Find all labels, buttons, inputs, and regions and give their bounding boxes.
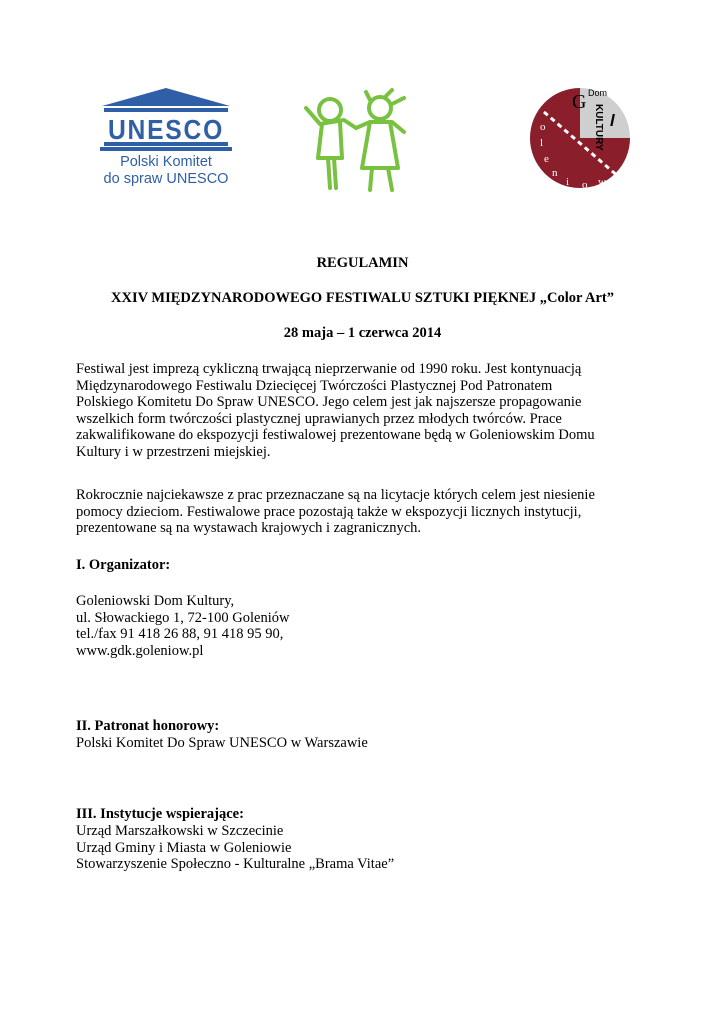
- second-paragraph: [76, 487, 656, 537]
- gdk-arc-letter: l: [540, 137, 544, 149]
- gdk-arc-letter: n: [552, 167, 558, 179]
- unesco-caption-line: Polski Komitet: [120, 154, 212, 170]
- festival-name: XXIV MIĘDZYNARODOWEGO FESTIWALU SZTUKI PIĘKNEJ „Color Art”: [111, 290, 614, 306]
- paragraph-line: Festiwal jest imprezą cykliczną trwającą nieprzerwanie od 1990 roku. Jest kontynuacją: [76, 361, 582, 377]
- gdk-circle-icon: [526, 82, 634, 194]
- section-support-body: [76, 823, 656, 873]
- festival-dates: 28 maja – 1 czerwca 2014: [283, 325, 442, 341]
- gdk-arc-letter: w: [598, 176, 606, 188]
- paragraph-line: zakwalifikowane do ekspozycji festiwalowej prezentowane będą w Goleniowskim Domu: [76, 427, 595, 443]
- section-organizer-heading: I. Organizator:: [76, 557, 171, 573]
- section-patronage-body: [76, 735, 656, 752]
- supporter-item: Urząd Gminy i Miasta w Goleniowie: [76, 839, 292, 856]
- paragraph-line: Rokrocznie najciekawsze z prac przeznaczane są na licytacje których celem jest niesienie: [76, 487, 595, 503]
- logo-row: [0, 82, 725, 202]
- paragraph-line: Polskiego Komitetu Do Spraw UNESCO. Jego celem jest jak najszersze propagowanie: [76, 394, 582, 410]
- paragraph-line: prezentowane są na wystawach krajowych i zagranicznych.: [76, 520, 422, 536]
- organizer-name: Goleniowski Dom Kultury,: [76, 593, 235, 609]
- paragraph-line: pomocy dzieciom. Festiwalowe prace pozostają także w ekspozycji licznych instytucji,: [76, 503, 582, 520]
- document-title: REGULAMIN: [316, 255, 409, 271]
- gdk-arc-letter: e: [544, 153, 549, 165]
- kids-figures-icon: [300, 88, 412, 196]
- unesco-caption-line: do spraw UNESCO: [103, 171, 229, 187]
- section-organizer-body: [76, 593, 656, 659]
- gdk-word-dom: Dom: [588, 88, 608, 98]
- supporter-item: Stowarzyszenie Społeczno - Kulturalne „Brama Vitae”: [76, 856, 395, 872]
- unesco-logo: [96, 86, 236, 194]
- section-support-heading: III. Instytucje wspierające:: [76, 806, 244, 822]
- gdk-logo: [526, 82, 634, 194]
- intro-paragraph: [76, 361, 656, 460]
- section-patronage-heading: II. Patronat honorowy:: [76, 718, 220, 734]
- organizer-address: ul. Słowackiego 1, 72-100 Goleniów: [76, 609, 290, 626]
- gdk-word-kultury: KULTURY: [593, 104, 604, 151]
- unesco-temple-icon: [96, 86, 236, 152]
- unesco-caption: [96, 154, 236, 188]
- patron-name: Polski Komitet Do Spraw UNESCO w Warszawie: [76, 735, 368, 751]
- paragraph-line: Kultury i w przestrzeni miejskiej.: [76, 443, 271, 460]
- gdk-letter-g: G: [572, 91, 587, 113]
- gdk-arc-letter: o: [582, 179, 588, 191]
- unesco-wordmark: UNESCO: [108, 114, 224, 145]
- paragraph-line: Międzynarodowego Festiwalu Dziecięcej Twórczości Plastycznej Pod Patronatem: [76, 377, 553, 394]
- svg-text:𝒍: 𝒍: [610, 113, 615, 130]
- supporter-item: Urząd Marszałkowski w Szczecinie: [76, 823, 284, 839]
- organizer-phone: tel./fax 91 418 26 88, 91 418 95 90,: [76, 626, 284, 642]
- festival-kids-logo: [300, 88, 412, 196]
- gdk-arc-letter: o: [540, 121, 546, 133]
- organizer-website: www.gdk.goleniow.pl: [76, 642, 204, 659]
- gdk-arc-letter: i: [566, 176, 570, 188]
- paragraph-line: wszelkich form twórczości plastycznej uprawianych przez młodych twórców. Prace: [76, 410, 562, 427]
